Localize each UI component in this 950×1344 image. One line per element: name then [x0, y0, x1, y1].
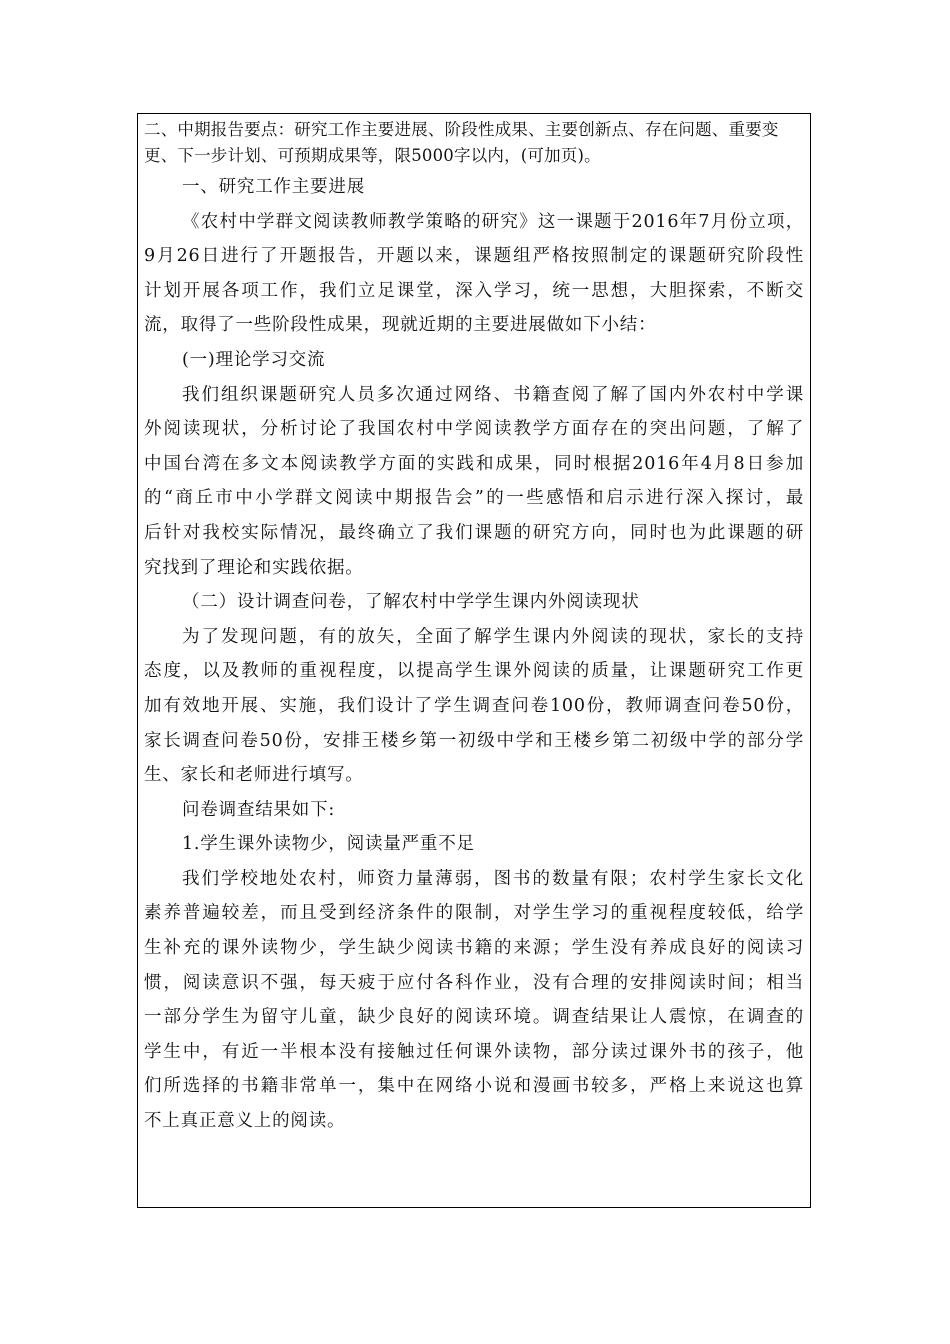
text-line: 我们组织课题研究人员多次通过网络、书籍查阅了解了国内外农村中学课 — [182, 384, 804, 405]
text-line: 究找到了理论和实践依据。 — [144, 557, 364, 578]
text-line: 生、家长和老师进行填写。 — [144, 765, 364, 786]
text-line: 的“商丘市中小学群文阅读中期报告会”的一些感悟和启示进行深入探讨，最 — [144, 488, 804, 509]
text-line: 中国台湾在多文本阅读教学方面的实践和成果，同时根据2016年4月8日参加 — [144, 453, 804, 474]
text-line: 为了发现问题，有的放矢，全面了解学生课内外阅读的现状，家长的支持 — [182, 626, 804, 647]
text-line: 态度，以及教师的重视程度，以提高学生课外阅读的质量，让课题研究工作更 — [144, 661, 804, 682]
text-line: 《农村中学群文阅读教师教学策略的研究》这一课题于2016年7月份立项， — [182, 211, 804, 232]
text-line: 1.学生课外读物少，阅读量严重不足 — [182, 834, 475, 855]
text-line: 们所选择的书籍非常单一，集中在网络小说和漫画书较多，严格上来说这也算 — [144, 1076, 804, 1097]
text-line: 学生中，有近一半根本没有接触过任何课外读物，部分读过课外书的孩子，他 — [144, 1041, 804, 1062]
text-line: 外阅读现状，分析讨论了我国农村中学阅读教学方面存在的突出问题，了解了 — [144, 419, 804, 440]
text-line: 问卷调查结果如下: — [182, 799, 336, 820]
text-line: （二）设计调查问卷，了解农村中学学生课内外阅读现状 — [182, 592, 640, 613]
text-line: 加有效地开展、实施，我们设计了学生调查问卷100份，教师调查问卷50份， — [144, 695, 804, 716]
text-line: 生补充的课外读物少，学生缺少阅读书籍的来源；学生没有养成良好的阅读习 — [144, 938, 804, 959]
text-line: 流，取得了一些阶段性成果，现就近期的主要进展做如下小结： — [144, 315, 657, 336]
text-line: 惯，阅读意识不强，每天疲于应付各科作业，没有合理的安排阅读时间；相当 — [144, 972, 804, 993]
text-line: 一、研究工作主要进展 — [182, 177, 365, 197]
text-line: 9月26日进行了开题报告，开题以来，课题组严格按照制定的课题研究阶段性 — [144, 246, 804, 267]
text-line: 后针对我校实际情况，最终确立了我们课题的研究方向，同时也为此课题的研 — [144, 522, 804, 543]
text-line: 家长调查问卷50份，安排王楼乡第一初级中学和王楼乡第二初级中学的部分学 — [144, 730, 804, 751]
text-line: 我们学校地处农村，师资力量薄弱，图书的数量有限；农村学生家长文化 — [182, 868, 804, 889]
text-line: 不上真正意义上的阅读。 — [144, 1111, 346, 1132]
report-body — [144, 170, 804, 1139]
section-header-note: 二、中期报告要点：研究工作主要进展、阶段性成果、主要创新点、存在问题、重要变更、下一步计划、可预期成果等，限5000字以内，(可加页)。 — [144, 120, 779, 165]
text-line: 一部分学生为留守儿童，缺少良好的阅读环境。调查结果让人震惊，在调查的 — [144, 1007, 804, 1028]
text-line: 计划开展各项工作，我们立足课堂，深入学习，统一思想，大胆探索，不断交 — [144, 280, 804, 301]
text-line: (一)理论学习交流 — [182, 349, 326, 370]
text-line: 素养普遍较差，而且受到经济条件的限制，对学生学习的重视程度较低，给学 — [144, 903, 804, 924]
